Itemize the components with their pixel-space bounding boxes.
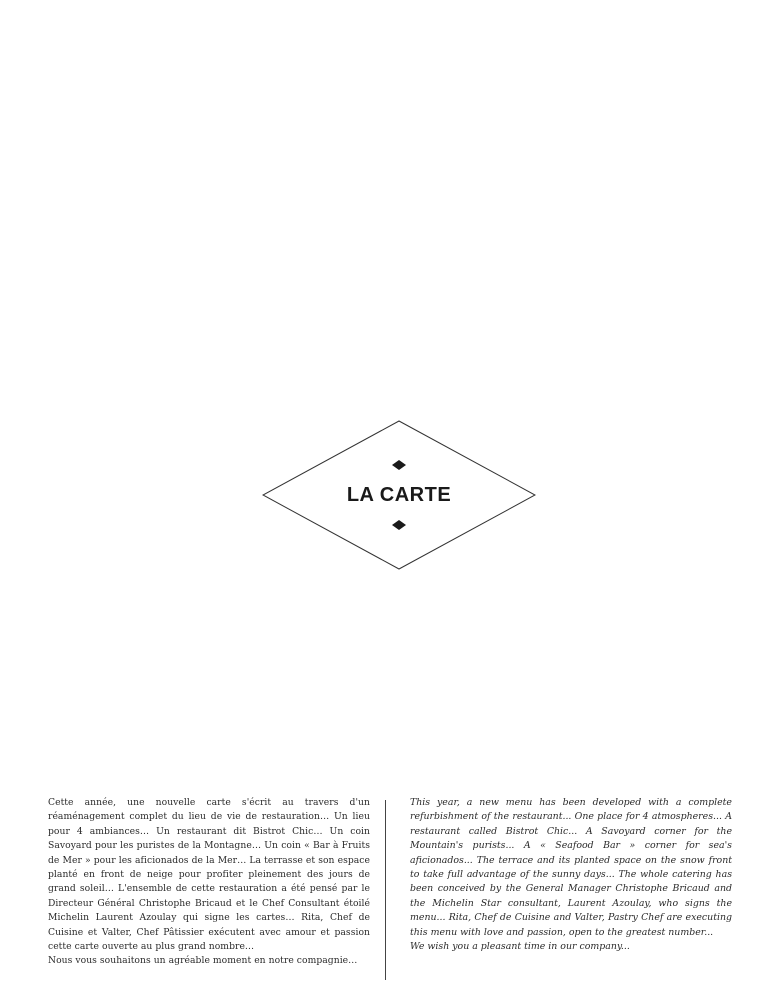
small-diamond-bottom-icon xyxy=(392,520,406,530)
intro-en-paragraph: This year, a new menu has been developed with a complete refurbishment of the restaurant... One place for 4 atmospheres... A restaurant called Bistrot Chic... A Savoyard corner for the Mountain's purists... A « Seafood Bar » corner for sea's aficionados... The terrace and its planted space on the snow front to take full advantage of the sunny days... The whole catering has been conceived by the General Manager Christophe Bricaud and the Michelin Star consultant, Laurent Azoulay, who signs the menu... Rita, Chef de Cuisine and Valter, Pastry Chef are executing this menu with love and passion, open to the greatest number... xyxy=(410,797,732,938)
small-diamond-top-icon xyxy=(392,460,406,470)
intro-text-english xyxy=(410,796,732,954)
intro-fr-paragraph: Cette année, une nouvelle carte s'écrit au travers d'un réaménagement complet du lieu de vie de restauration… Un lieu pour 4 ambiances… Un restaurant dit Bistrot Chic… Un coin Savoyard pour les puristes de la Montagne… Un coin « Bar à Fruits de Mer » pour les aficionados de la Mer… La terrasse et son espace planté en front de neige pour profiter pleinement des jours de grand soleil… L'ensemble de cette restauration a été pensé par le Directeur Général Christophe Bricaud et le Chef Consultant étoilé Michelin Laurent Azoulay qui signe les cartes… Rita, Chef de Cuisine et Valter, Chef Pâtissier exécutent avec amour et passion cette carte ouverte au plus grand nombre… xyxy=(48,797,370,953)
intro-text-french xyxy=(48,796,370,969)
page-title: LA CARTE xyxy=(346,484,452,506)
column-divider xyxy=(385,800,386,980)
intro-en-closing: We wish you a pleasant time in our company... xyxy=(410,941,630,953)
la-carte-emblem xyxy=(262,420,536,570)
intro-fr-closing: Nous vous souhaitons un agréable moment en notre compagnie… xyxy=(48,955,358,967)
